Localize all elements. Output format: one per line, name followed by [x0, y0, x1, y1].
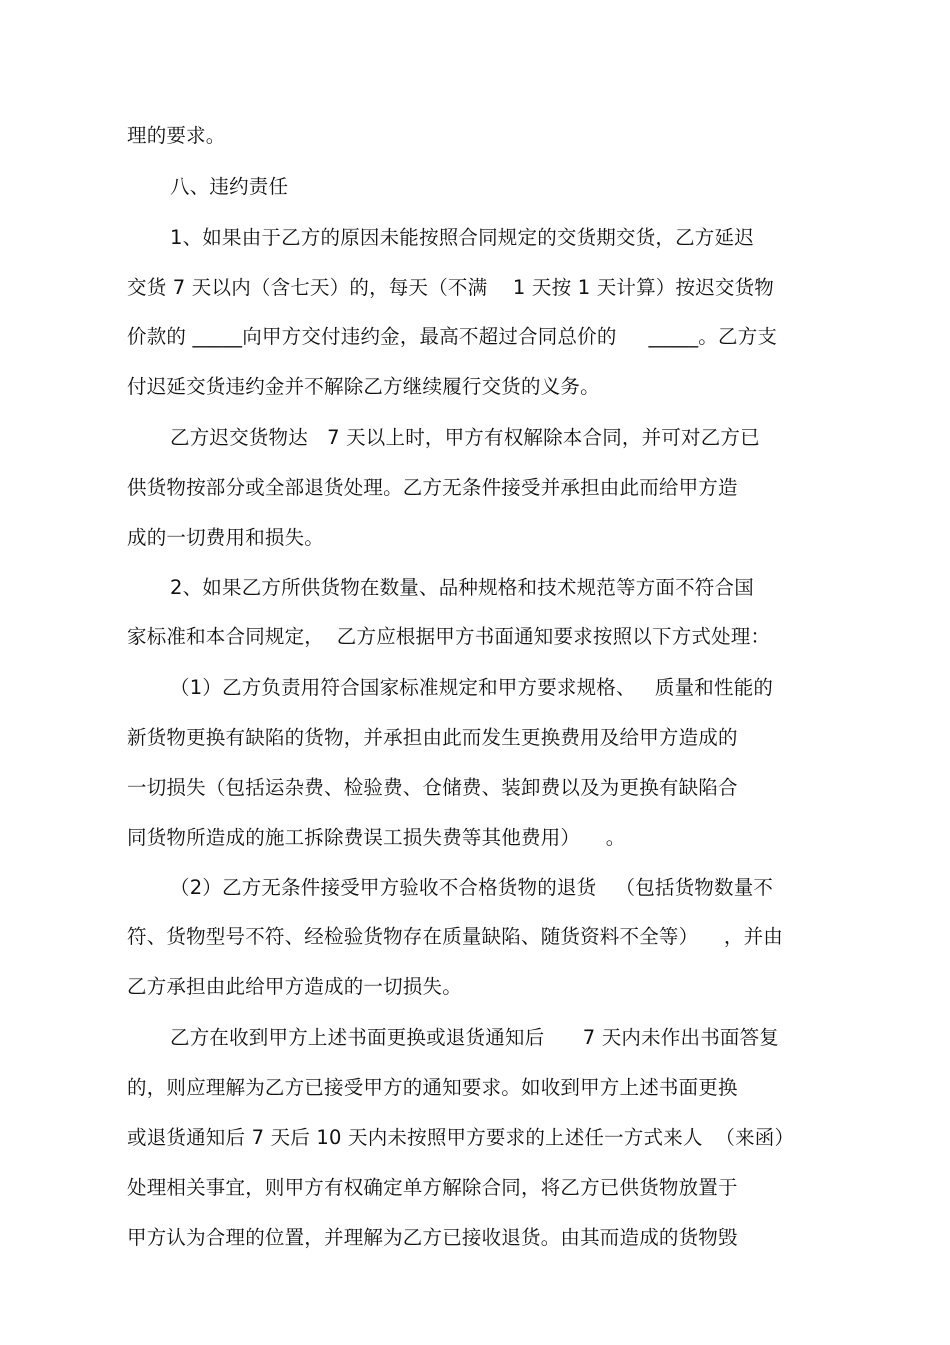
- text-line: 乙方在收到甲方上述书面更换或退货通知后 7 天内未作出书面答复: [170, 1026, 779, 1049]
- text-line: 处理相关事宜，则甲方有权确定单方解除合同，将乙方已供货物放置于: [127, 1176, 738, 1199]
- text-line: （1）乙方负责用符合国家标准规定和甲方要求规格、 质量和性能的: [170, 676, 774, 699]
- text-line: 的，则应理解为乙方已接受甲方的通知要求。如收到甲方上述书面更换: [127, 1076, 738, 1099]
- text-line: （2）乙方无条件接受甲方验收不合格货物的退货 （包括货物数量不: [170, 876, 774, 899]
- text-line: 理的要求。: [127, 124, 226, 147]
- text-line: 乙方承担由此给甲方造成的一切损失。: [127, 975, 462, 998]
- text-line: 新货物更换有缺陷的货物，并承担由此而发生更换费用及给甲方造成的: [127, 726, 738, 749]
- text-line: 乙方迟交货物达 7 天以上时，甲方有权解除本合同，并可对乙方已: [170, 426, 760, 449]
- text-line: 2、如果乙方所供货物在数量、品种规格和技术规范等方面不符合国: [170, 576, 754, 599]
- text-line: 符、货物型号不符、经检验货物存在质量缺陷、随货资料不全等） ，并由: [127, 925, 783, 948]
- text-line: 同货物所造成的施工拆除费误工损失费等其他费用） 。: [127, 826, 626, 849]
- text-line: 甲方认为合理的位置，并理解为乙方已接收退货。由其而造成的货物毁: [127, 1226, 738, 1249]
- text-line: 供货物按部分或全部退货处理。乙方无条件接受并承担由此而给甲方造: [127, 476, 738, 499]
- text-line: 付迟延交货违约金并不解除乙方继续履行交货的义务。: [127, 375, 600, 398]
- section-heading: 八、违约责任: [170, 175, 289, 198]
- text-line: 交货 7 天以内（含七天）的，每天（不满 1 天按 1 天计算）按迟交货物: [127, 276, 775, 299]
- text-line: 或退货通知后 7 天后 10 天内未按照甲方要求的上述任一方式来人 （来函）: [127, 1126, 795, 1149]
- text-line: 价款的 _____向甲方交付违约金，最高不超过合同总价的 _____。乙方支: [127, 325, 778, 348]
- text-line: 成的一切费用和损失。: [127, 526, 325, 549]
- text-line: 家标准和本合同规定， 乙方应根据甲方书面通知要求按照以下方式处理：: [127, 625, 771, 648]
- text-line: 1、如果由于乙方的原因未能按照合同规定的交货期交货，乙方延迟: [170, 226, 754, 249]
- text-line: 一切损失（包括运杂费、检验费、仓储费、装卸费以及为更换有缺陷合: [127, 776, 738, 799]
